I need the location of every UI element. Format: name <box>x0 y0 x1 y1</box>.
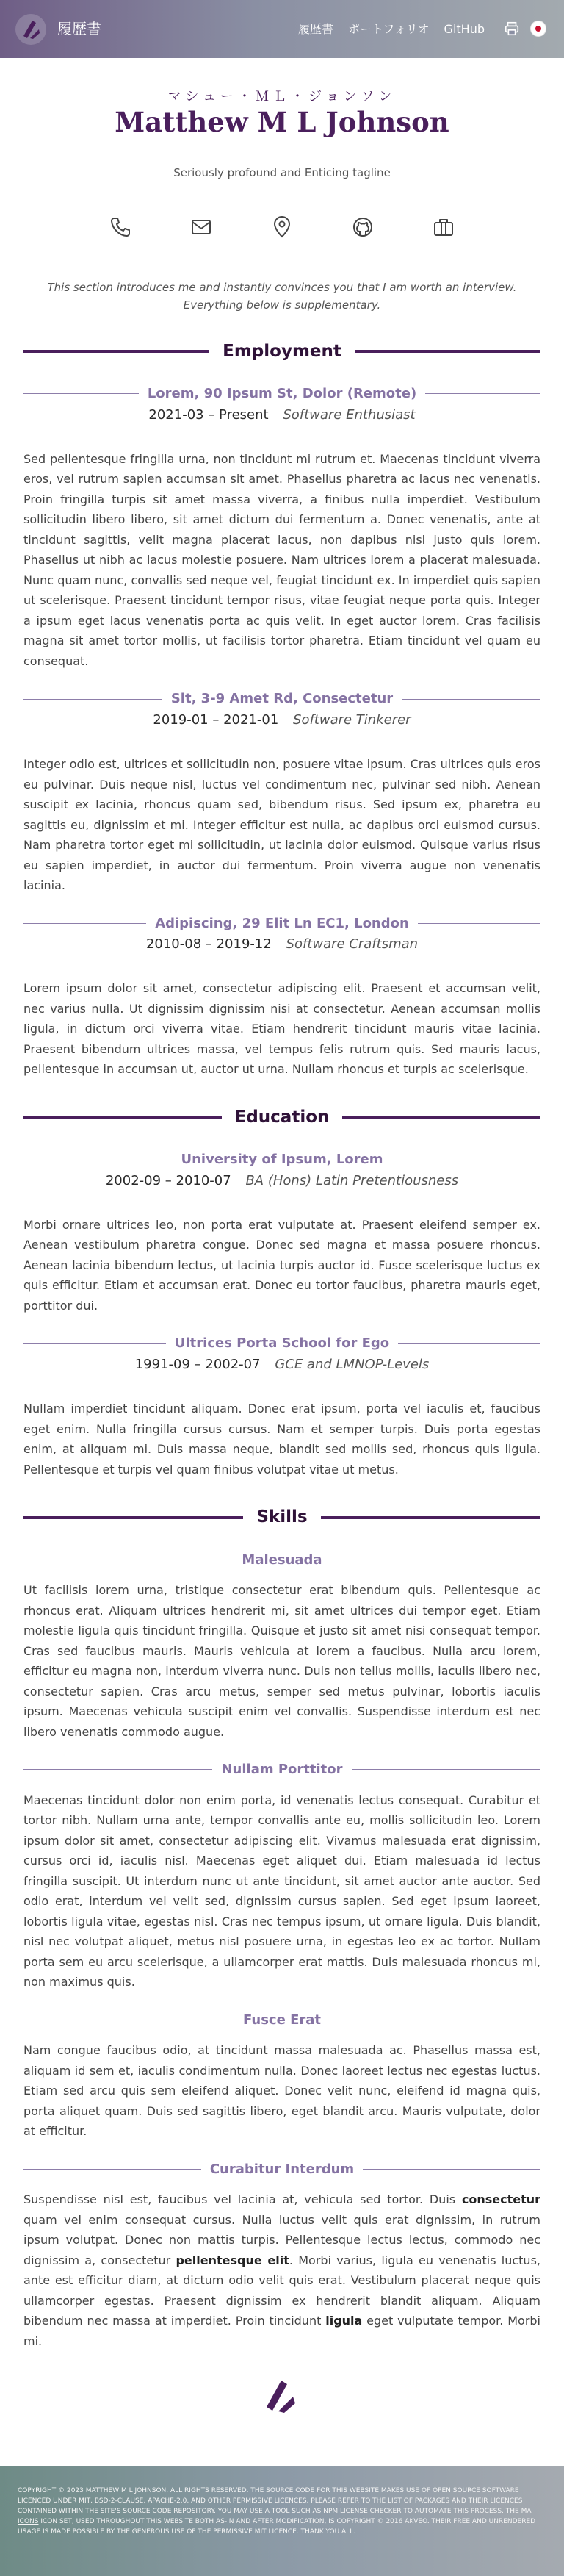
tagline: Seriously profound and Enticing tagline <box>173 165 391 179</box>
employment-entry <box>24 385 540 671</box>
employment-entry <box>24 690 540 895</box>
entry-meta <box>24 406 540 424</box>
employment-entry <box>24 915 540 1080</box>
nav-resume-link[interactable]: 履歴書 <box>297 21 333 36</box>
entry-meta <box>24 935 540 953</box>
main-nav <box>298 19 546 40</box>
entry-meta <box>24 1355 540 1374</box>
skill-text-part: quam vel enim consequat cursus. Nulla luctus velit quis erat dignissim, in rutrum ipsum volutpat. Donec non mattis turpis. Pellentesque lectus lectus, commodo nec dignissim a, consectetur <box>24 2212 540 2267</box>
intro-line-2: Everything below is supplementary. <box>183 298 381 312</box>
entry-date: 2019-01 – 2021-01 <box>153 711 279 728</box>
skill-keyword: consectetur <box>461 2192 540 2207</box>
entry-place: Lorem, 90 Ipsum St, Dolor (Remote) <box>24 385 540 402</box>
npm-license-checker-link[interactable]: NPM LICENSE CHECKER <box>323 2508 402 2516</box>
skill-entry <box>24 1761 540 1992</box>
employment-heading: Employment <box>24 337 540 367</box>
skill-name: Curabitur Interdum <box>24 2161 540 2178</box>
hero-section <box>0 58 564 314</box>
skill-entry <box>24 1551 540 1743</box>
entry-place: Adipiscing, 29 Elit Ln EC1, London <box>24 915 540 932</box>
entry-place: University of Ipsum, Lorem <box>24 1151 540 1168</box>
print-icon[interactable] <box>504 21 520 37</box>
name-kana: マシュー・ＭＬ・ジョンソン <box>167 89 397 104</box>
skill-name: Fusce Erat <box>24 2012 540 2028</box>
nav-github-link[interactable]: GitHub <box>444 21 485 36</box>
intro-line-1: This section introduces me and instantly convinces you that I am worth an interview. <box>47 280 517 294</box>
ma-icons-link[interactable]: MA ICONS <box>18 2508 532 2526</box>
github-icon[interactable] <box>351 215 375 239</box>
entry-date: 2010-08 – 2019-12 <box>145 936 272 952</box>
footer-text: TO AUTOMATE THIS PROCESS. THE <box>401 2508 521 2516</box>
logo-text: 履歴書 <box>57 20 101 38</box>
site-header <box>0 0 564 58</box>
skill-entry <box>24 2161 540 2352</box>
footer-copyright <box>18 2486 546 2538</box>
language-flag-icon[interactable] <box>530 21 546 37</box>
entry-role: Software Tinkerer <box>293 711 411 728</box>
mail-icon[interactable] <box>189 215 213 239</box>
skills-heading: Skills <box>24 1503 540 1532</box>
skill-body <box>24 2189 540 2351</box>
resume-body <box>0 337 564 2466</box>
footer-text: ICON SET, USED THROUGHOUT THIS WEBSITE BOTH AS-IN AND AFTER MODIFICATION, IS COPYRIGHT © 2016 AKVEO. THEIR FREE AND UNRENDERED USAGE IS MADE POSSIBLE BY THE GENEROUS USE OF THE PERMISSIVE MIT LICENCE. THANK YOU ALL. <box>18 2518 536 2536</box>
briefcase-icon[interactable] <box>432 215 455 239</box>
entry-place: Ultrices Porta School for Ego <box>24 1335 540 1352</box>
contact-links <box>0 215 564 239</box>
skill-text-part: Suspendisse nisl est, faucibus vel lacinia at, vehicula sed tortor. Duis <box>24 2192 462 2207</box>
entry-body: Sed pellentesque fringilla urna, non tincidunt mi rutrum et. Maecenas tincidunt viverra eros, vel rutrum sapien accumsan sit amet. Phasellus pharetra ac lacus nec venenatis. Proin fringilla turpis sit amet massa viverra, a finibus nulla imperdiet. Vestibulum sollicitudin libero libero, sit amet dictum dui fermentum a. Donec venenatis, ante at tincidunt sagittis, velit magna placerat lacus, non dapibus nisl justo quis lorem. Phasellus ut nibh ac lacus molestie posuere. Nam ultrices lorem a placerat malesuada. Nunc quam nunc, convallis sed neque vel, feugiat tincidunt ex. In imperdiet quis sapien ut scelerisque. Praesent tincidunt tempor risus, vitae feugiat neque porta quis. Integer a ipsum eget lacus venenatis porta ac quis velit. In eget auctor lorem. Cras facilisis magna sit amet tortor mollis, ut facilisis tortor pharetra. Etiam tincidunt vel quam eu consequat. <box>24 451 540 668</box>
phone-icon[interactable] <box>109 215 132 239</box>
entry-date: 2021-03 – Present <box>148 406 269 423</box>
education-entry <box>24 1335 540 1479</box>
footer-text: COPYRIGHT © 2023 MATTHEW M L JOHNSON. ALL RIGHTS RESERVED. THE SOURCE CODE FOR THIS WEBSITE MAKES USE OF OPEN SOURCE SOFTWARE LICENCED UNDER MIT, BSD-2-CLAUSE, APACHE-2.0, AND OTHER PERMISSIVE LICENCES. PLEASE REFER TO THE LIST OF PACKAGES AND THEIR LICENCES CONTAINED WITHIN THE SITE'S SOURCE CODE REPOSITORY. YOU MAY USE A TOOL SUCH AS <box>18 2487 523 2516</box>
entry-date: 2002-09 – 2010-07 <box>105 1172 231 1188</box>
skill-entry <box>24 2012 540 2142</box>
skill-text-part: eget vulputate tempor. Morbi mi. <box>24 2314 540 2348</box>
entry-meta <box>24 1172 540 1190</box>
intro-text <box>47 279 517 314</box>
entry-body: Nullam imperdiet tincidunt aliquam. Donec erat ipsum, porta vel iaculis et, faucibus eget enim. Nulla fringilla cursus cursus. Nam et semper turpis. Duis porta egestas enim, at aliquam mi. Duis massa neque, blandit sed mollis sed, rhoncus quis ligula. Pellentesque et turpis vel quam finibus volutpat vitae ut metus. <box>24 1402 540 1477</box>
entry-body: Morbi ornare ultrices leo, non porta erat vulputate at. Praesent eleifend semper ex. Aenean vestibulum pharetra congue. Donec sed magna et massa posuere rhoncus. Aenean lacinia bibendum lectus, ut lacinia turpis auctor id. Fusce scelerisque luctus ex quis efficitur. Etiam et accumsan erat. Donec eu tortor faucibus, pharetra mauris eget, porttitor dui. <box>24 1217 540 1313</box>
logo-icon <box>15 13 47 46</box>
home-logo-link[interactable] <box>15 13 101 46</box>
page-title: Matthew M L Johnson <box>115 105 449 138</box>
site-footer <box>0 2466 564 2576</box>
entry-role: Software Craftsman <box>286 936 419 952</box>
entry-body: Lorem ipsum dolor sit amet, consectetur adipiscing elit. Praesent et accumsan velit, nec varius nulla. Ut dignissim dignissim nisi at consectetur. Aenean accumsan mollis ligula, in dictum orci viverra vitae. Etiam hendrerit tincidunt mauris vitae lacinia. Praesent bibendum ultrices massa, vel tempus felis rutrum quis. Sed mauris lacus, pellentesque in accumsan ut, auctor ut urna. Nullam rhoncus et turpis ac scelerisque. <box>24 981 540 1077</box>
entry-meta <box>24 711 540 729</box>
logo-icon <box>256 2370 308 2422</box>
footer-logo <box>24 2370 540 2422</box>
education-entry <box>24 1151 540 1316</box>
skill-text-part: . Morbi varius, ligula eu venenatis luctus, ante est efficitur diam, at dictum odio velit quis erat. Vestibulum placerat neque quis ullamcorper egestas. Praesent dignissim ex hendrerit blandit aliquam. Aliquam bibendum nec massa at imperdiet. Proin tincidunt <box>24 2253 540 2328</box>
skill-name: Malesuada <box>24 1551 540 1568</box>
skill-name: Nullam Porttitor <box>24 1761 540 1778</box>
entry-role: BA (Hons) Latin Pretentiousness <box>245 1172 459 1188</box>
skill-keyword: pellentesque elit <box>176 2253 289 2267</box>
nav-portfolio-link[interactable]: ポートフォリオ <box>347 21 430 36</box>
entry-body: Integer odio est, ultrices et sollicitudin non, posuere vitae ipsum. Cras ultrices quis eros eu pulvinar. Duis neque nisl, luctus vel condimentum nec, pulvinar sed nibh. Aenean suscipit ex lacinia, rhoncus quam sed, bibendum risus. Sed ipsum ex, pharetra eu sagittis eu, dignissim et mi. Integer efficitur est nulla, ac dapibus orci euismod cursus. Nam pharetra tortor eget mi sollicitudin, ut lacinia dolor euismod. Quisque varius risus eu sapien imperdiet, in auctor dui fermentum. Proin viverra augue non venenatis lacinia. <box>24 757 540 893</box>
entry-date: 1991-09 – 2002-07 <box>134 1356 261 1372</box>
skill-keyword: ligula <box>325 2314 363 2328</box>
skill-body: Ut facilisis lorem urna, tristique consectetur erat bibendum quis. Pellentesque ac rhoncus erat. Aliquam ultrices hendrerit mi, sit amet ultrices dui tempor eget. Etiam molestie ligula quis tincidunt fringilla. Quisque et justo sit amet nisi consequat tempor. Cras sed faucibus mauris. Mauris vehicula at lorem a faucibus. Nulla arcu lorem, efficitur eu magna non, interdum viverra nunc. Duis non tellus mollis, iaculis libero nec, consectetur sapien. Cras arcu metus, semper sed metus pulvinar, lobortis iaculis ipsum. Maecenas vehicula suscipit enim vel convallis. Suspendisse interdum est nec libero venenatis commodo augue. <box>24 1583 540 1739</box>
education-heading: Education <box>24 1103 540 1133</box>
entry-role: GCE and LMNOP-Levels <box>275 1356 430 1372</box>
skill-body: Nam congue faucibus odio, at tincidunt massa malesuada ac. Phasellus massa est, aliquam id sem et, iaculis condimentum nulla. Donec laoreet lectus nec egestas luctus. Etiam sed arcu quis sem eleifend aliquet. Donec velit nunc, eleifend id magna quis, porta aliquet quam. Duis sed sagittis libero, eget blandit arcu. Mauris vulputate, dolor at efficitur. <box>24 2043 540 2139</box>
nav-icon-group <box>504 21 546 37</box>
entry-role: Software Enthusiast <box>283 406 416 423</box>
entry-place: Sit, 3-9 Amet Rd, Consectetur <box>24 690 540 707</box>
skill-body: Maecenas tincidunt dolor non enim porta, id venenatis lectus consequat. Curabitur et tortor nibh. Nullam urna ante, tempor convallis ante eu, mollis sollicitudin leo. Lorem ipsum dolor sit amet, consectetur adipiscing elit. Vivamus malesuada erat dignissim, cursus orci id, iaculis nisl. Maecenas eget aliquet dui. Etiam malesuada id lectus fringilla suscipit. Ut interdum nunc ut ante tincidunt, sit amet auctor ante auctor. Sed odio erat, interdum vel velit sed, dignissim cursus sapien. Sed eget ipsum laoreet, lobortis ligula vitae, egestas nisl. Cras nec tempus ipsum, ut ornare ligula. Duis blandit, nisl nec volutpat aliquet, metus nisl posuere urna, in egestas leo ex ac tortor. Nullam porta sem eu arcu scelerisque, a ullamcorper erat mattis. Duis malesuada rhoncus mi, non maximus quis. <box>24 1793 540 1990</box>
location-icon[interactable] <box>270 215 294 239</box>
